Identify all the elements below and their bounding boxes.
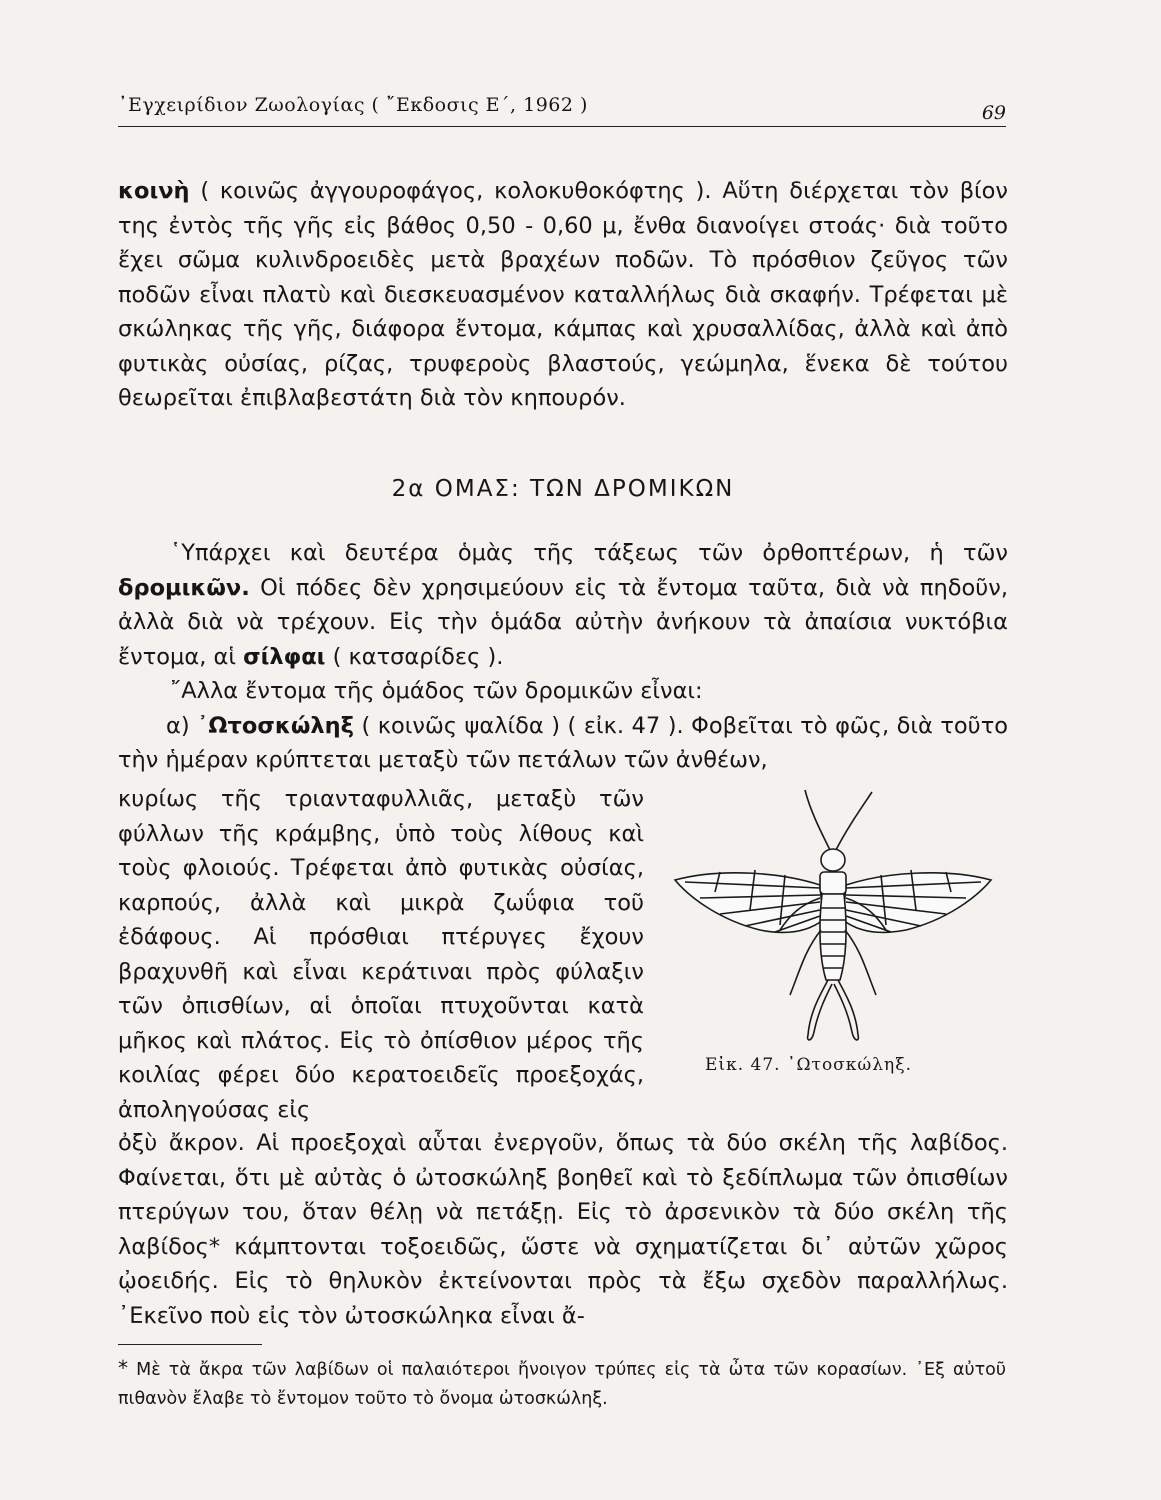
paragraph-earwig — [118, 709, 1008, 778]
text-span: α) — [166, 712, 198, 739]
paragraph-text: ( κοινῶς ἀγγουροφάγος, κολοκυθοκόφτης ). Αὕτη διέρχεται τὸν βίον της ἐντὸς τῆς γῆς εἰς βάθος 0,50 - 0,60 μ, ἔνθα διανοίγει στοάς· διὰ τοῦτο ἔχει σῶμα κυλινδροειδὲς μετὰ βραχέων ποδῶν. Τὸ πρόσθιον ζεῦγος τῶν ποδῶν εἶναι πλατὺ καὶ διεσκευασμένον καταλλήλως διὰ σκαφήν. Τρέφεται μὲ σκώληκας τῆς γῆς, διάφορα ἔντομα, κάμπας καὶ χρυσαλλίδας, ἀλλὰ καὶ ἀπὸ φυτικὰς οὐσίας, ρίζας, τρυφεροὺς βλαστούς, γεώμηλα, ἕνεκα δὲ τούτου θεωρεῖται ἐπιβλαβεστάτη διὰ τὸν κηπουρόν. — [118, 178, 1008, 411]
section-heading: 2α ΟΜΑΣ: ΤΩΝ ΔΡΟΜΙΚΩΝ — [391, 476, 735, 502]
paragraph-list-intro: ῎Αλλα ἔντομα τῆς ὁμάδος τῶν δρομικῶν εἶναι: — [170, 678, 703, 704]
figure-earwig — [660, 780, 1000, 1080]
earwig-illustration — [660, 780, 1000, 1050]
section-body — [118, 536, 1008, 778]
text-span: ( κοινῶς ψαλίδα ) ( εἰκ. 47 ). Φοβεῖται τὸ φῶς, διὰ τοῦτο τὴν ἡμέραν κρύπτεται μεταξὺ τῶν πετάλων τῶν ἀνθέων, — [118, 712, 1009, 773]
page-number: 69 — [981, 102, 1006, 124]
term-otoskolix: ᾿Ωτοσκώληξ — [197, 712, 354, 739]
text-span: ῾Υπάρχει καὶ δευτέρα ὁμὰς τῆς τάξεως τῶν ὀρθοπτέρων, ἡ τῶν — [170, 540, 1008, 566]
text-span: Οἱ πόδες δὲν χρησιμεύουν εἰς τὰ ἔντομα ταῦτα, διὰ νὰ πηδοῦν, ἀλλὰ διὰ νὰ τρέχουν. Εἰς τὴν ὁμάδα αὐτὴν ἀνήκουν τὰ ἀπαίσια νυκτόβια ἔντομα, αἱ — [118, 574, 1008, 670]
term-dromikon: δρομικῶν. — [118, 574, 250, 601]
term-koine: κοινὴ — [118, 178, 190, 204]
paragraph-wrapped: κυρίως τῆς τριανταφυλλιᾶς, μεταξὺ τῶν φύλλων τῆς κράμβης, ὑπὸ τοὺς λίθους καὶ τοὺς φλοιούς. Τρέφεται ἀπὸ φυτικὰς οὐσίας, καρπούς, ἀλλὰ καὶ μικρὰ ζωΰφια τοῦ ἐδάφους. Αἱ πρόσθιαι πτέρυγες ἔχουν βραχυνθῆ καὶ εἶναι κεράτιναι πρὸς φύλαξιν τῶν ὀπισθίων, αἱ ὁποῖαι πτυχοῦνται κατὰ μῆκος καὶ πλάτος. Εἰς τὸ ὀπίσθιον μέρος τῆς κοιλίας φέρει δύο κερατοειδεῖς προεξοχάς, ἀποληγούσας εἰς — [118, 786, 644, 1123]
paragraph-forceps: ὀξὺ ἄκρον. Αἱ προεξοχαὶ αὗται ἐνεργοῦν, ὅπως τὰ δύο σκέλη τῆς λαβίδος. Φαίνεται, ὅτι μὲ αὐτὰς ὁ ὠτοσκώληξ βοηθεῖ καὶ τὸ ξεδίπλωμα τῶν ὀπισθίων πτερύγων του, ὅταν θέλῃ νὰ πετάξῃ. Εἰς τὸ ἀρσενικὸν τὰ δύο σκέλη τῆς λαβίδος* κάμπτονται τοξοειδῶς, ὥστε νὰ σχηματίζεται δι᾿ αὐτῶν χῶρος ᾠοειδής. Εἰς τὸ θηλυκὸν ἐκτείνονται πρὸς τὰ ἔξω σχεδὸν παραλλήλως. ᾿Εκεῖνο ποὺ εἰς τὸν ὠτοσκώληκα εἶναι ἄ- — [118, 1130, 1008, 1329]
page-header — [118, 88, 1006, 127]
paragraph-intro — [118, 536, 1008, 674]
term-silfai: σίλφαι — [243, 643, 326, 670]
footnote — [118, 1354, 1006, 1414]
footnote-text: Μὲ τὰ ἄκρα τῶν λαβίδων οἱ παλαιότεροι ἤνοιγον τρύπες εἰς τὰ ὦτα τῶν κορασίων. ᾿Εξ αὐτοῦ πιθανὸν ἔλαβε τὸ ἔντομον τοῦτο τὸ ὄνομα ὠτοσκώληξ. — [118, 1360, 1006, 1409]
footnote-marker: * — [118, 1356, 128, 1380]
text-span: ( κατσαρίδες ). — [325, 643, 504, 670]
figure-caption: Εἰκ. 47. ᾿Ωτοσκώληξ. — [705, 1055, 912, 1075]
running-title: ᾿Εγχειρίδιον Ζωολογίας ( ῎Εκδοσις Ε΄, 1962 ) — [118, 94, 588, 116]
paragraph-mole-cricket — [118, 174, 1008, 416]
footnote-divider — [118, 1344, 262, 1345]
